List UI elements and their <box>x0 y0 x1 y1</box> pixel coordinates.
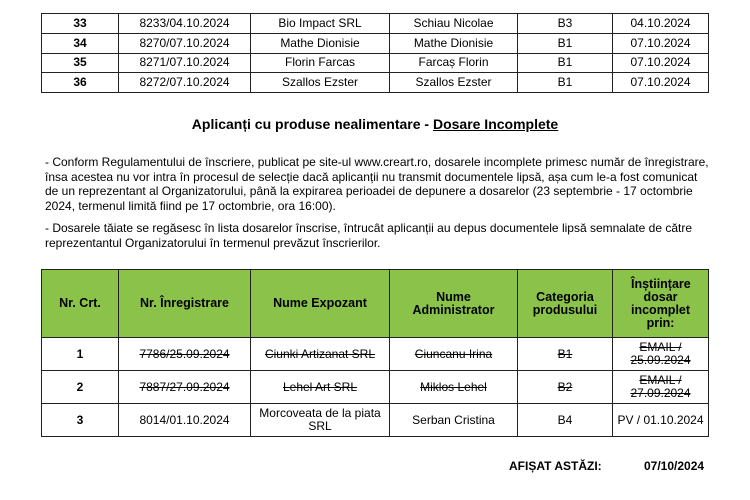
header-category: Categoria produsului <box>518 270 613 338</box>
registration-number: 7887/27.09.2024 <box>119 371 251 404</box>
registration-date: 07.10.2024 <box>613 53 709 73</box>
notice-method: EMAIL / 25.09.2024 <box>613 338 709 371</box>
row-number: 1 <box>42 338 119 371</box>
administrator-name: Mathe Dionisie <box>390 33 518 53</box>
registration-date: 04.10.2024 <box>613 14 709 34</box>
registered-applicants-table <box>41 13 709 93</box>
table-row <box>42 33 709 53</box>
posted-date: 07/10/2024 <box>644 459 705 473</box>
row-number: 3 <box>42 404 119 437</box>
section-title <box>0 116 750 132</box>
header-nr-crt: Nr. Crt. <box>42 270 119 338</box>
row-number: 36 <box>42 73 119 93</box>
header-exhibitor: Nume Expozant <box>251 270 390 338</box>
exhibitor-name: Morcoveata de la piata SRL <box>251 404 390 437</box>
notice-method: EMAIL / 27.09.2024 <box>613 371 709 404</box>
product-category: B2 <box>518 371 613 404</box>
row-number: 33 <box>42 14 119 34</box>
table-row <box>42 53 709 73</box>
row-number: 35 <box>42 53 119 73</box>
product-category: B4 <box>518 404 613 437</box>
header-registration: Nr. Înregistrare <box>119 270 251 338</box>
struck-files-note: - Dosarele tăiate se regăsesc în lista dosarelor înscrise, întrucât aplicanții au depus documentele lipsă semnalate de către reprezentantul Organizatorului în termenul prevăzut înscrierilor. <box>45 221 693 250</box>
header-notice: Înștiințare dosar incomplet prin: <box>613 270 709 338</box>
registration-date: 07.10.2024 <box>613 33 709 53</box>
product-category: B1 <box>518 53 613 73</box>
exhibitor-name: Lehel Art SRL <box>251 371 390 404</box>
administrator-name: Ciuncanu Irina <box>390 338 518 371</box>
table-header-row <box>42 270 709 338</box>
registration-number: 8014/01.10.2024 <box>119 404 251 437</box>
notice-method: PV / 01.10.2024 <box>613 404 709 437</box>
row-number: 34 <box>42 33 119 53</box>
header-administrator: Nume Administrator <box>390 270 518 338</box>
incomplete-files-table <box>41 269 709 437</box>
exhibitor-name: Szallos Ezster <box>251 73 390 93</box>
registration-number: 8233/04.10.2024 <box>119 14 251 34</box>
section-title-text: Aplicanți cu produse nealimentare - <box>191 116 433 132</box>
exhibitor-name: Ciunki Artizanat SRL <box>251 338 390 371</box>
administrator-name: Schiau Nicolae <box>390 14 518 34</box>
product-category: B1 <box>518 338 613 371</box>
table-row <box>42 404 709 437</box>
administrator-name: Miklos Lehel <box>390 371 518 404</box>
registration-number: 8271/07.10.2024 <box>119 53 251 73</box>
administrator-name: Szallos Ezster <box>390 73 518 93</box>
exhibitor-name: Florin Farcas <box>251 53 390 73</box>
regulation-note: - Conform Regulamentului de înscriere, publicat pe site-ul www.creart.ro, dosarele incomplete primesc număr de înregistrare, însa acestea nu vor intra în procesul de selecție dacă aplicanții nu transmit documentele lipsă, așa cum le-a fost comunicat de un reprezentant al Organizatorului, până la expirarea perioadei de depunere a dosarelor (23 septembrie - 17 octombrie 2024, termenul limită fiind pe 17 octombrie, ora 16:00). <box>45 155 709 213</box>
administrator-name: Farcaș Florin <box>390 53 518 73</box>
exhibitor-name: Bio Impact SRL <box>251 14 390 34</box>
administrator-name: Serban Cristina <box>390 404 518 437</box>
product-category: B3 <box>518 14 613 34</box>
section-title-underlined: Dosare Incomplete <box>432 116 559 132</box>
table-row <box>42 338 709 371</box>
exhibitor-name: Mathe Dionisie <box>251 33 390 53</box>
registration-number: 8272/07.10.2024 <box>119 73 251 93</box>
product-category: B1 <box>518 33 613 53</box>
registration-number: 8270/07.10.2024 <box>119 33 251 53</box>
row-number: 2 <box>42 371 119 404</box>
table-row <box>42 73 709 93</box>
table-row <box>42 14 709 34</box>
product-category: B1 <box>518 73 613 93</box>
posted-label: AFIȘAT ASTĂZI: <box>509 459 602 473</box>
registration-number: 7786/25.09.2024 <box>119 338 251 371</box>
registration-date: 07.10.2024 <box>613 73 709 93</box>
table-row <box>42 371 709 404</box>
